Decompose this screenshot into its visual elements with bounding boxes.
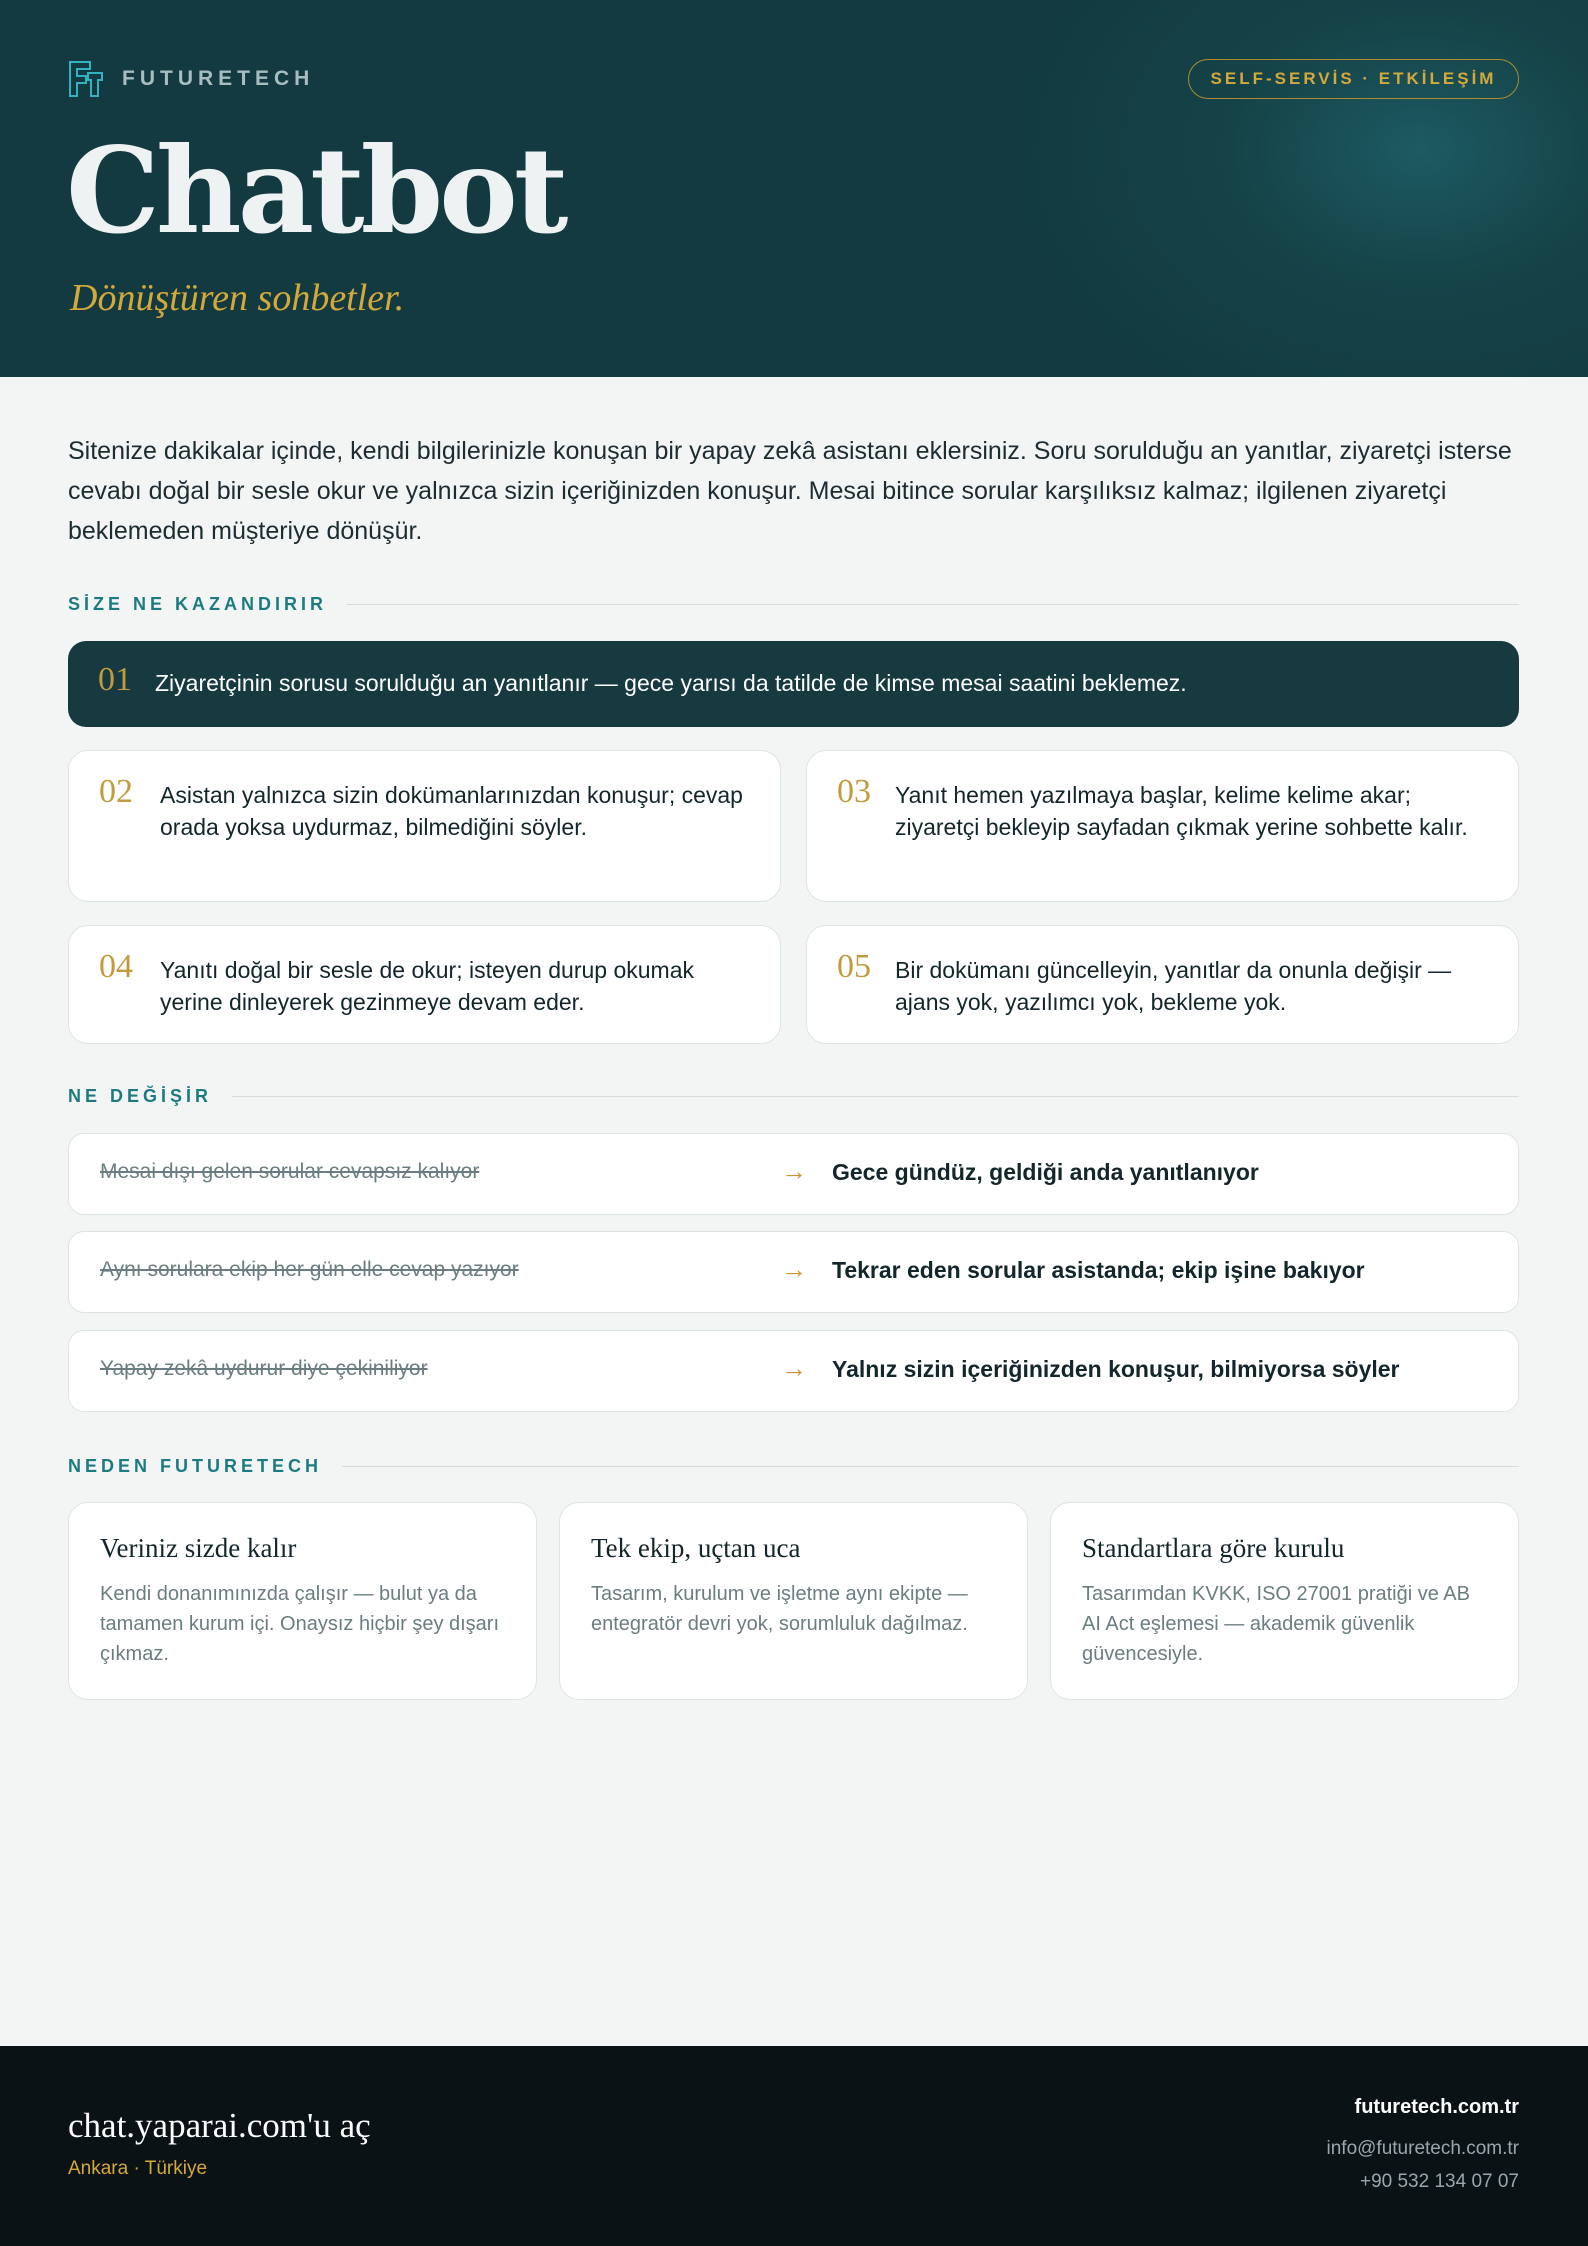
why-card-title: Tek ekip, uçtan uca [591,1533,801,1563]
benefit-number: 02 [99,773,133,810]
benefit-card-3 [806,750,1519,902]
change-after: Tekrar eden sorular asistanda; ekip işine bakıyor [832,1257,1365,1283]
benefits-heading [68,592,1519,616]
page-subtitle: Dönüştüren sohbetler. [70,277,405,319]
benefit-text: Asistan yalnızca sizin dokümanlarınızdan konuşur; cevap orada yoksa uydurmaz, bilmediğini söyler. [160,782,743,840]
page-header [0,0,1588,377]
benefit-card-4 [68,925,781,1044]
change-row [68,1133,1519,1215]
why-card-2 [559,1502,1028,1700]
benefit-text: Ziyaretçinin sorusu sorulduğu an yanıtlanır — gece yarısı da tatilde de kimse mesai saatini beklemez. [155,670,1187,696]
change-before: Mesai dışı gelen sorular cevapsız kalıyor [100,1160,480,1183]
divider [232,1096,1519,1097]
why-card-3 [1050,1502,1519,1700]
why-heading [68,1454,1519,1478]
why-card-text: Tasarım, kurulum ve işletme aynı ekipte — entegratör devri yok, sorumluluk dağılmaz. [591,1583,968,1635]
section-title: NE DEĞİŞİR [68,1085,213,1106]
change-after: Gece gündüz, geldiği anda yanıtlanıyor [832,1159,1259,1185]
divider [342,1466,1519,1467]
benefit-card-5 [806,925,1519,1044]
arrow-right-icon: → [781,1254,807,1284]
section-title: NEDEN FUTURETECH [68,1455,323,1476]
why-card-1 [68,1502,537,1700]
benefit-card-1 [68,641,1519,727]
futuretech-logo-icon [68,60,104,98]
intro-paragraph: Sitenize dakikalar içinde, kendi bilgilerinizle konuşan bir yapay zekâ asistanı eklersiniz. Soru sorulduğu an yanıtlar, ziyaretçi isterse cevabı doğal bir sesle okur ve yalnızca sizin içeriğinizden konuşur. Mesai bitince sorular karşılıksız kalmaz; ilgilenen ziyaretçi beklemeden müşteriye dönüşür. [68,437,1512,545]
benefit-text: Bir dokümanı güncelleyin, yanıtlar da onunla değişir — ajans yok, yazılımcı yok, bekleme yok. [895,957,1452,1015]
why-card-title: Veriniz sizde kalır [100,1533,297,1563]
change-before: Yapay zekâ uydurur diye çekiniliyor [100,1357,428,1380]
change-row [68,1330,1519,1412]
change-row [68,1231,1519,1313]
page-footer [0,2046,1588,2246]
why-card-text: Tasarımdan KVKK, ISO 27001 pratiği ve AB AI Act eşlemesi — akademik güvenlik güvencesiyle. [1082,1583,1470,1665]
email-link[interactable]: info@futuretech.com.tr [1326,2138,1519,2159]
category-badge: SELF-SERVİS · ETKİLEŞİM [1188,59,1519,99]
benefit-text: Yanıtı doğal bir sesle de okur; isteyen durup okumak yerine dinleyerek gezinmeye devam eder. [160,957,694,1015]
brand-name: FUTURETECH [122,67,315,90]
why-card-title: Standartlara göre kurulu [1082,1533,1345,1563]
benefit-card-2 [68,750,781,902]
location: Ankara · Türkiye [68,2158,208,2179]
benefit-number: 01 [98,661,132,698]
arrow-right-icon: → [781,1353,807,1383]
benefit-text: Yanıt hemen yazılmaya başlar, kelime kelime akar; ziyaretçi bekleyip sayfadan çıkmak yerine sohbette kalır. [895,782,1468,840]
benefit-number: 03 [837,773,871,810]
changes-heading [68,1084,1519,1108]
change-after: Yalnız sizin içeriğinizden konuşur, bilmiyorsa söyler [832,1356,1400,1382]
phone-link[interactable]: +90 532 134 07 07 [1359,2171,1519,2192]
cta-link[interactable]: chat.yaparai.com'u aç [68,2106,371,2145]
divider [347,604,1519,605]
brand[interactable] [68,60,314,98]
benefit-number: 05 [837,948,871,985]
page-title: Chatbot [66,121,565,260]
why-card-text: Kendi donanımınızda çalışır — bulut ya da tamamen kurum içi. Onaysız hiçbir şey dışarı çıkmaz. [100,1583,500,1665]
benefit-number: 04 [99,948,133,985]
arrow-right-icon: → [781,1156,807,1186]
section-title: SİZE NE KAZANDIRIR [68,593,328,614]
website-link[interactable]: futuretech.com.tr [1354,2096,1519,2118]
change-before: Aynı sorulara ekip her gün elle cevap yazıyor [100,1258,519,1281]
